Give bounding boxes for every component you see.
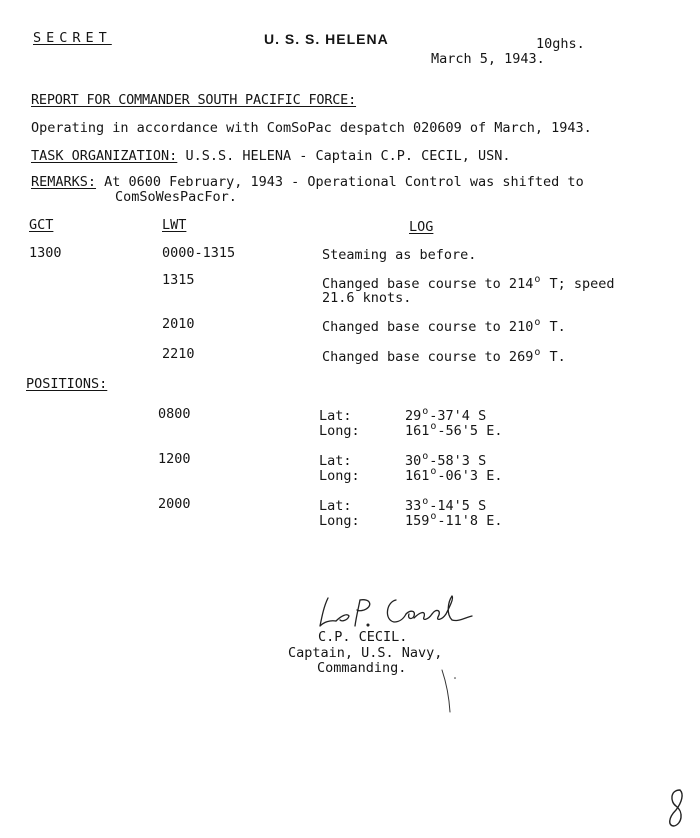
- task-organization: [31, 149, 511, 164]
- report-title: REPORT FOR COMMANDER SOUTH PACIFIC FORCE:: [31, 92, 357, 108]
- remarks-text: At 0600 February, 1943 - Operational Control was shifted to: [96, 174, 584, 190]
- degree-symbol: o: [534, 274, 541, 285]
- pen-mark: [438, 668, 458, 714]
- signatory-rank: Captain, U.S. Navy,: [288, 645, 443, 661]
- remarks-label: REMARKS:: [31, 174, 97, 190]
- operating-statement: Operating in accordance with ComSoPac despatch 020609 of March, 1943.: [31, 120, 592, 136]
- latitude-label: Lat:: [319, 453, 352, 469]
- report-date: March 5, 1943.: [431, 51, 545, 67]
- positions-label: POSITIONS:: [26, 376, 108, 392]
- signatory-name: C.P. CECIL.: [318, 629, 408, 645]
- log-entry-text: Changed base course to 210$^o$ T.: [322, 317, 566, 335]
- ship-name: U. S. S. HELENA: [264, 31, 389, 47]
- log-entry-text-continued: 21.6 knots.: [322, 290, 412, 306]
- reference-number: 10ghs.: [536, 36, 585, 52]
- handwritten-page-number: [664, 786, 688, 830]
- gct-header: GCT: [29, 217, 54, 233]
- task-organization-label: TASK ORGANIZATION:: [31, 148, 178, 164]
- position-time: 0800: [158, 406, 191, 422]
- gct-value: 1300: [29, 245, 62, 261]
- longitude-value: 161$^o$-06'3 E.: [405, 466, 503, 484]
- longitude-label: Long:: [319, 423, 360, 439]
- latitude-value: 29$^o$-37'4 S: [405, 406, 487, 424]
- longitude-value: 161$^o$-56'5 E.: [405, 421, 503, 439]
- latitude-value: 33$^o$-14'5 S: [405, 496, 487, 514]
- latitude-value: 30$^o$-58'3 S: [405, 451, 487, 469]
- classification-marking: SECRET: [33, 30, 112, 46]
- longitude-label: Long:: [319, 513, 360, 529]
- log-entry-time: 2210: [162, 346, 195, 362]
- lwt-header: LWT: [162, 217, 187, 233]
- log-entry-time: 2010: [162, 316, 195, 332]
- degree-symbol: o: [534, 317, 541, 328]
- position-time: 2000: [158, 496, 191, 512]
- longitude-value: 159$^o$-11'8 E.: [405, 511, 503, 529]
- degree-symbol: o: [534, 347, 541, 358]
- longitude-label: Long:: [319, 468, 360, 484]
- signatory-role: Commanding.: [317, 660, 407, 676]
- latitude-label: Lat:: [319, 498, 352, 514]
- remarks-line-1: [31, 175, 584, 190]
- task-organization-text: U.S.S. HELENA - Captain C.P. CECIL, USN.: [177, 148, 511, 164]
- log-entry-time: 0000-1315: [162, 245, 236, 261]
- log-header: LOG: [409, 219, 434, 235]
- position-time: 1200: [158, 451, 191, 467]
- latitude-label: Lat:: [319, 408, 352, 424]
- log-entry-text: Changed base course to 214$^o$ T; speed: [322, 274, 615, 292]
- handwritten-signature: [314, 592, 484, 632]
- log-entry-text: Steaming as before.: [322, 247, 477, 263]
- remarks-line-2: ComSoWesPacFor.: [115, 189, 237, 205]
- log-entry-time: 1315: [162, 272, 195, 288]
- log-entry-text: Changed base course to 269$^o$ T.: [322, 347, 566, 365]
